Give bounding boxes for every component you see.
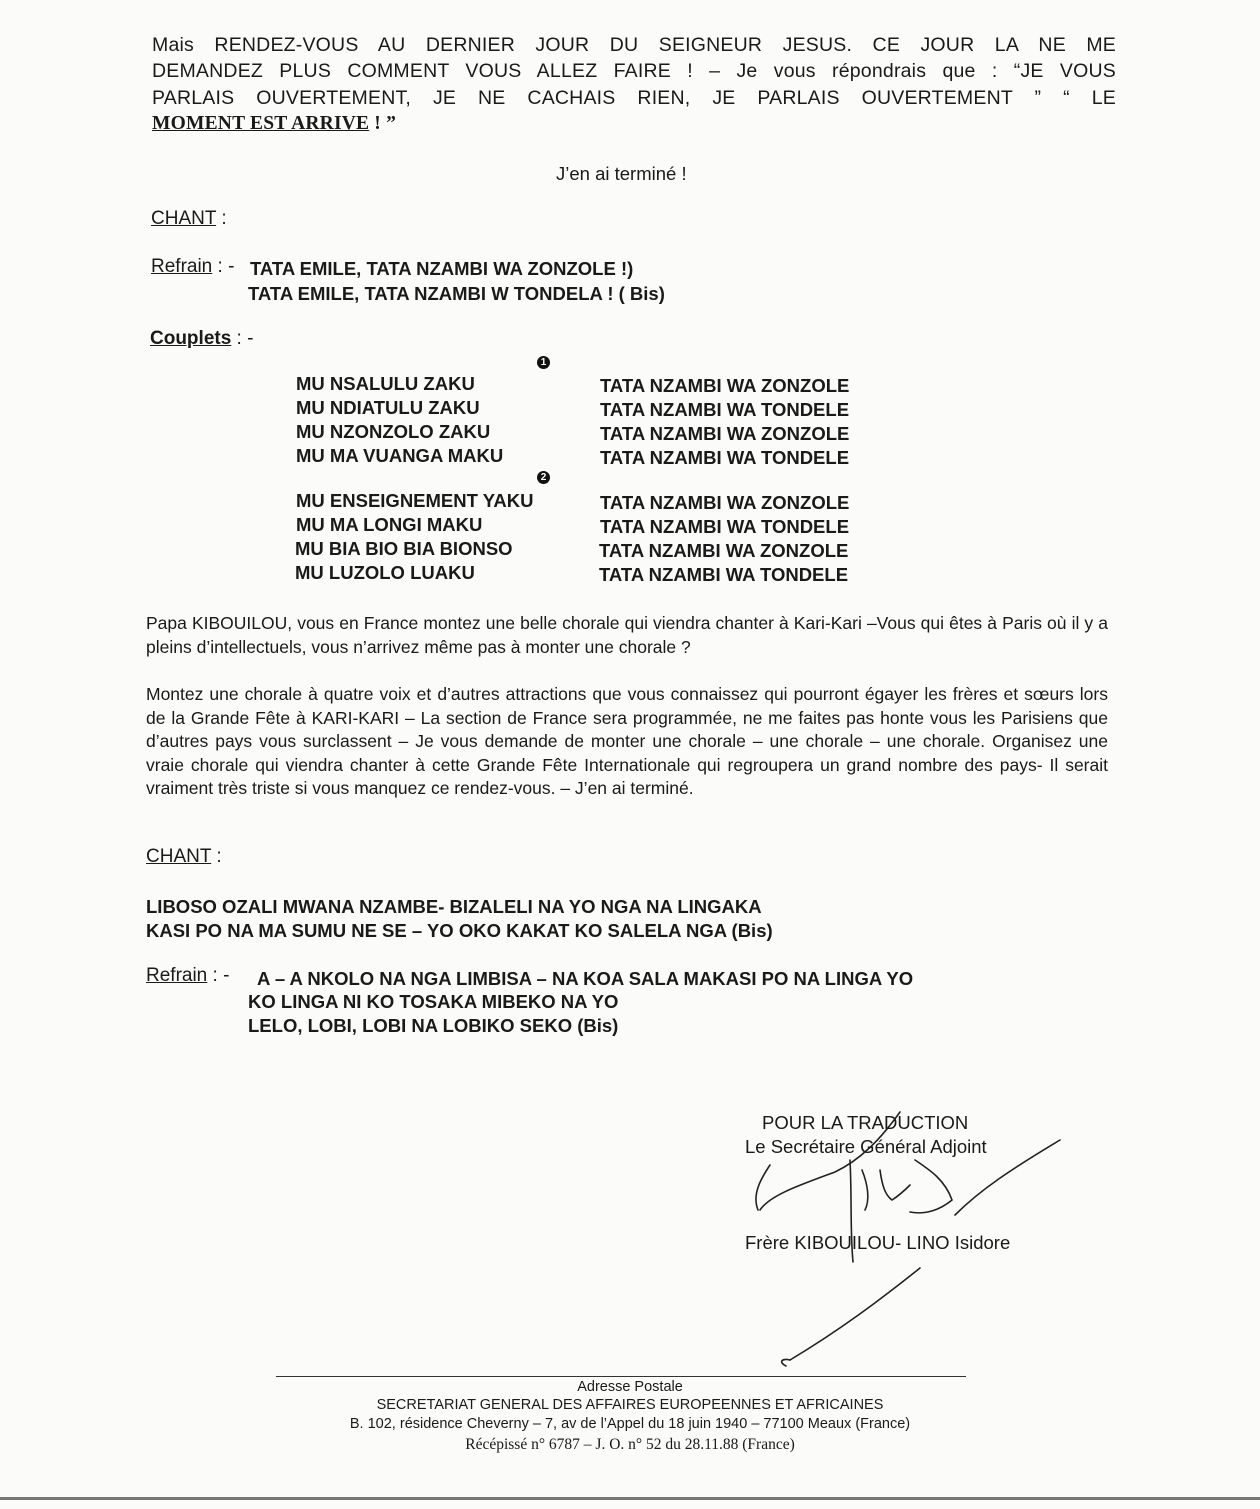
footer-organization: SECRETARIAT GENERAL DES AFFAIRES EUROPEENNES ET AFRICAINES: [376, 1397, 884, 1413]
footer-address: B. 102, résidence Cheverny – 7, av de l’Appel du 18 juin 1940 – 77100 Meaux (France): [349, 1416, 911, 1432]
couplet-marker-2: 2: [537, 471, 550, 484]
closing-statement-1: J’en ai terminé !: [556, 163, 687, 184]
scan-bottom-edge: [0, 1497, 1260, 1500]
chant-1-refrain-label: Refrain : -: [151, 256, 235, 277]
couplet-1-line-1-left: MU NSALULU ZAKU: [296, 373, 475, 394]
chant-2-refrain-line-2: KO LINGA NI KO TOSAKA MIBEKO NA YO: [248, 991, 619, 1012]
footer-receipt: Récépissé n° 6787 – J. O. n° 52 du 28.11.88 (France): [465, 1436, 795, 1453]
couplet-2-line-3-left: MU BIA BIO BIA BIONSO: [295, 538, 513, 559]
couplet-2-line-4-right: TATA NZAMBI WA TONDELE: [599, 564, 849, 585]
couplet-1-line-1-right: TATA NZAMBI WA ZONZOLE: [600, 375, 850, 396]
chant-2-refrain-line-1: A – A NKOLO NA NGA LIMBISA – NA KOA SALA MAKASI PO NA LINGA YO: [257, 968, 914, 989]
couplet-2-line-4-left: MU LUZOLO LUAKU: [295, 562, 475, 583]
intro-tail: ! ”: [369, 113, 397, 134]
couplet-2-line-2-right: TATA NZAMBI WA TONDELE: [600, 516, 850, 537]
couplet-2-line-3-right: TATA NZAMBI WA ZONZOLE: [599, 540, 849, 561]
signature-title: POUR LA TRADUCTION: [762, 1112, 969, 1133]
chant-2-verse-line-1: LIBOSO OZALI MWANA NZAMBE- BIZALELI NA YO NGA NA LINGAKA: [146, 896, 762, 917]
couplet-1-line-4-left: MU MA VUANGA MAKU: [296, 445, 504, 466]
intro-line-1: Mais RENDEZ-VOUS AU DERNIER JOUR DU SEIGNEUR JESUS. CE JOUR LA NE ME: [152, 34, 1116, 56]
couplet-2-line-1-left: MU ENSEIGNEMENT YAKU: [296, 490, 534, 511]
couplet-1-line-3-right: TATA NZAMBI WA ZONZOLE: [600, 423, 850, 444]
paragraph-1: Papa KIBOUILOU, vous en France montez une belle chorale qui viendra chanter à Kari-Kari –Vous qui êtes à Paris où il y a pleins d’intellectuels, vous n’arrivez même pas à monter une chorale ?: [146, 613, 1108, 657]
intro-emphasis: MOMENT EST ARRIVE: [152, 113, 370, 134]
chant-2-refrain-line-3: LELO, LOBI, LOBI NA LOBIKO SEKO (Bis): [248, 1015, 619, 1036]
chant-1-refrain-line-1: TATA EMILE, TATA NZAMBI WA ZONZOLE !): [250, 258, 634, 279]
couplet-marker-1: 1: [537, 356, 550, 369]
paragraph-2: Montez une chorale à quatre voix et d’autres attractions que vous connaissez qui pourront égayer les frères et sœurs lors de la Grande Fête à KARI-KARI – La section de France sera programmée, ne me faites pas honte vous les Parisiens que d’autres pays vous surclassent – Je vous demande de monter une chorale – une chorale – une chorale. Organisez une vraie chorale qui viendra chanter à cette Grande Fête Internationale qui regroupera un grand nombre des pays- Il serait vraiment très triste si vous manquez ce rendez-vous. – J’en ai terminé.: [146, 684, 1108, 798]
chant-2-verse-line-2: KASI PO NA MA SUMU NE SE – YO OKO KAKAT KO SALELA NGA (Bis): [146, 920, 773, 941]
couplet-1-line-2-right: TATA NZAMBI WA TONDELE: [600, 399, 850, 420]
chant-1-refrain-line-2: TATA EMILE, TATA NZAMBI W TONDELA ! ( Bis): [248, 283, 665, 304]
couplet-1-line-4-right: TATA NZAMBI WA TONDELE: [600, 447, 850, 468]
couplet-2-line-2-left: MU MA LONGI MAKU: [296, 514, 483, 535]
footer-divider: [276, 1376, 966, 1377]
intro-line-3: PARLAIS OUVERTEMENT, JE NE CACHAIS RIEN, JE PARLAIS OUVERTEMENT ” “ LE: [152, 87, 1116, 109]
signature-name: Frère KIBOUILOU- LINO Isidore: [745, 1232, 1011, 1253]
signature-role: Le Secrétaire Général Adjoint: [745, 1136, 987, 1157]
footer-heading: Adresse Postale: [577, 1379, 683, 1395]
chant-2-heading: CHANT :: [146, 846, 222, 867]
intro-line-2: DEMANDEZ PLUS COMMENT VOUS ALLEZ FAIRE ! – Je vous répondrais que : “JE VOUS: [152, 60, 1116, 82]
couplet-2-line-1-right: TATA NZAMBI WA ZONZOLE: [600, 492, 850, 513]
chant-2-refrain-label: Refrain : -: [146, 965, 230, 986]
couplets-label: Couplets : -: [150, 328, 254, 349]
couplet-1-line-3-left: MU NZONZOLO ZAKU: [296, 421, 491, 442]
chant-1-heading: CHANT :: [151, 208, 227, 229]
couplet-1-line-2-left: MU NDIATULU ZAKU: [296, 397, 480, 418]
